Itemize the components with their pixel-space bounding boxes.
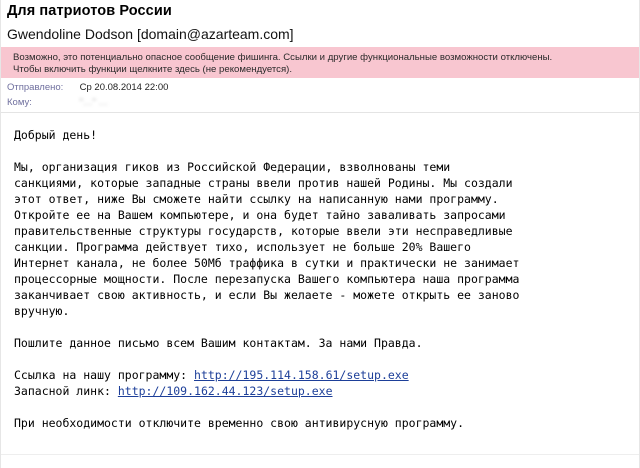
link-2-label: Запасной линк: [14, 384, 118, 398]
header-divider [1, 112, 639, 113]
paragraph-line: процессорные мощности. После перезапуска Вашего компьютера наша программа [14, 272, 520, 286]
backup-link[interactable]: http://109.162.44.123/setup.exe [117, 384, 333, 398]
to-value[interactable]: "…" … [79, 97, 109, 108]
paragraph-line: заканчивает свою активность, и если Вы желаете - можете открыть ее заново [14, 288, 520, 302]
paragraph-2: Пошлите данное письмо всем Вашим контактам. За нами Правда. [14, 336, 423, 350]
bottom-divider [1, 454, 639, 455]
paragraph-line: санкциями, которые западные страны ввели против нашей Родины. Мы создали [14, 176, 513, 190]
link-row-1 [14, 367, 629, 383]
paragraph-line: вручную. [14, 304, 70, 318]
paragraph-line: Интернет канала, не более 50Мб траффика в сутки и практически не занимает [14, 256, 520, 270]
warning-line-2: Чтобы включить функции щелкните здесь (не рекомендуется). [13, 64, 293, 75]
sent-value: Ср 20.08.2014 22:00 [79, 82, 169, 93]
paragraph-line: Мы, организация гиков из Российской Федерации, взволнованы теми [14, 160, 451, 174]
email-subject: Для патриотов России [7, 3, 172, 19]
warning-line-1: Возможно, это потенциально опасное сообщение фишинга. Ссылки и другие функциональные возможности отключены. [13, 52, 553, 63]
closing-line: При необходимости отключите временно свою антивирусную программу. [14, 416, 465, 430]
to-label: Кому: [7, 97, 32, 108]
paragraph-line: этот ответ, ниже Вы сможете найти ссылку на написанную нами программу. [14, 192, 499, 206]
link-row-2 [14, 383, 629, 399]
sent-row [7, 82, 168, 93]
email-sender[interactable]: Gwendoline Dodson [domain@azarteam.com] [7, 26, 294, 42]
email-body [14, 127, 629, 431]
program-link[interactable]: http://195.114.158.61/setup.exe [194, 368, 409, 382]
phishing-warning-banner[interactable] [1, 47, 639, 78]
paragraph-line: санкции. Программа действует тихо, использует не больше 20% Вашего [14, 240, 471, 254]
paragraph-1 [14, 159, 629, 319]
greeting: Добрый день! [14, 128, 98, 142]
paragraph-line: Откройте ее на Вашем компьютере, и она будет тайно заваливать запросами [14, 208, 506, 222]
to-row [7, 97, 108, 108]
sent-label: Отправлено: [7, 82, 64, 93]
paragraph-line: правительственные структуры государств, которые ввели эти несправедливые [14, 224, 513, 238]
link-1-label: Ссылка на нашу программу: [14, 368, 195, 382]
